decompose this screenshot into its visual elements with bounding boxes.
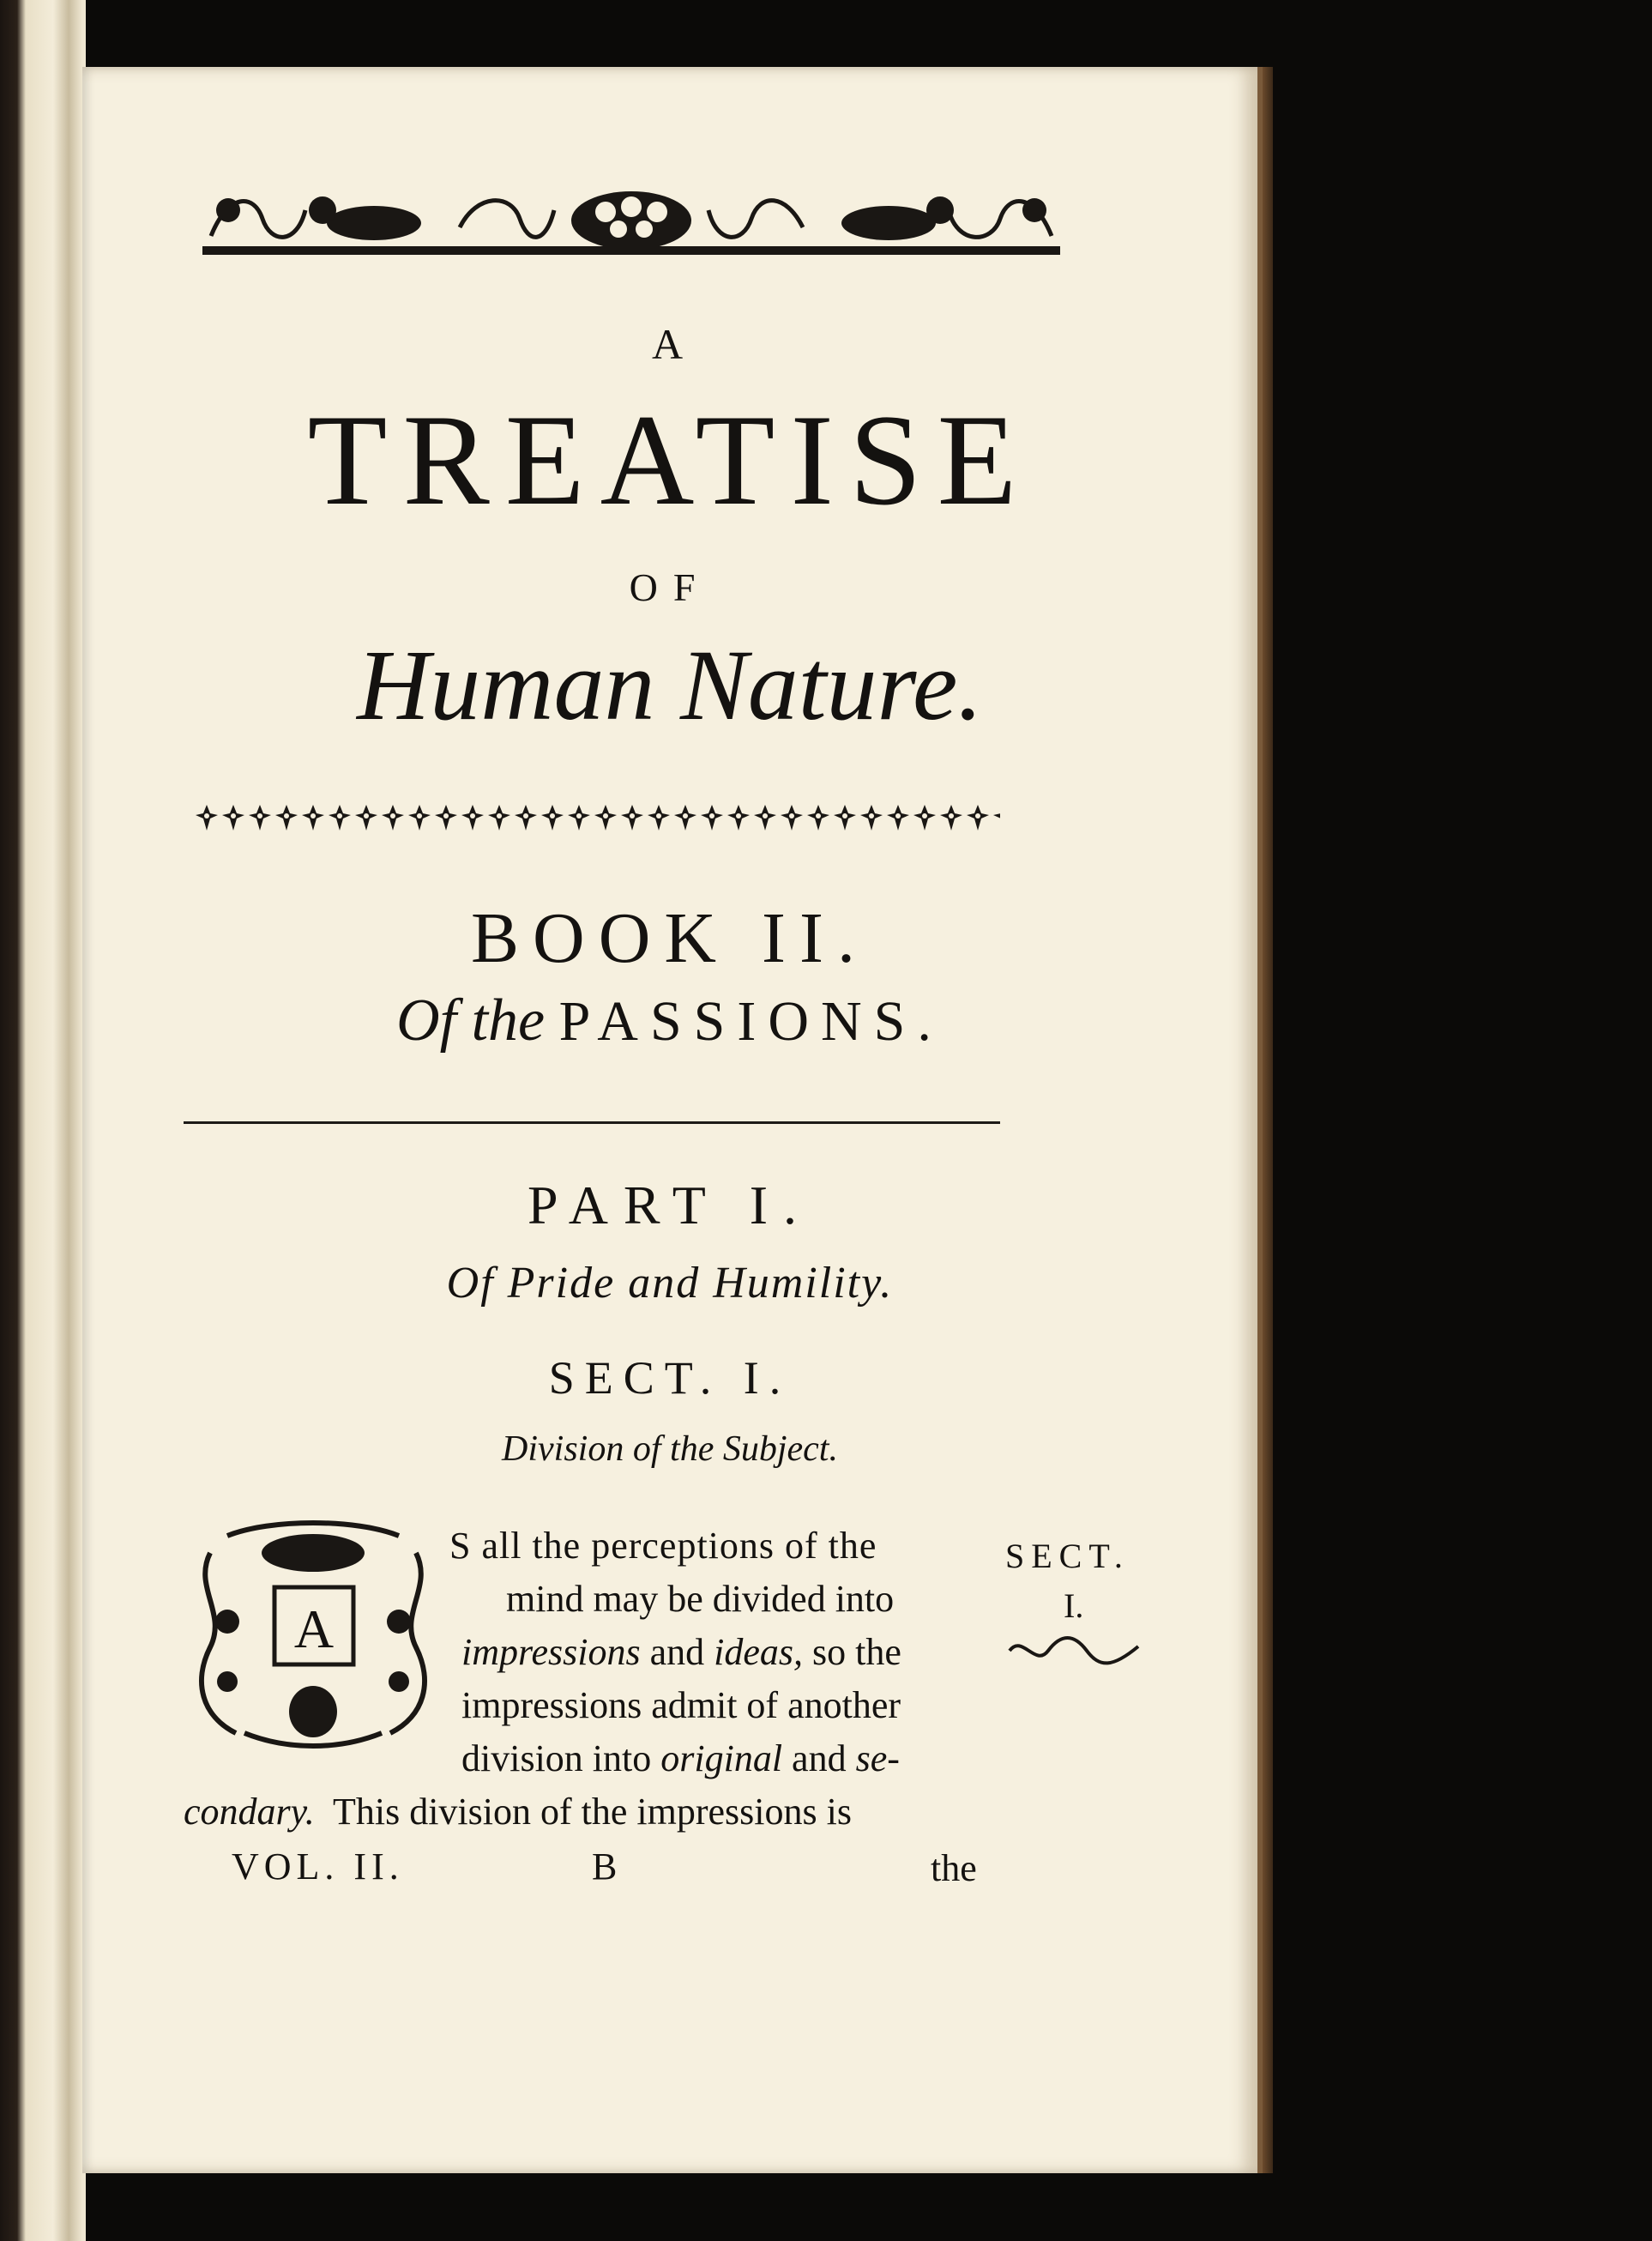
title-article: A [651,320,689,368]
gathering-signature: B [592,1845,618,1888]
volume-signature: VOL. II. [232,1845,404,1888]
section-subtitle: Division of the Subject. [502,1429,838,1469]
body-line-1: S all the perceptions of the [449,1525,877,1567]
word-division-into: division into [461,1737,661,1779]
part-subtitle: Of Pride and Humility. [446,1259,894,1308]
word-and-2: and [782,1737,856,1779]
title-subtitle: Human Nature. [357,629,983,741]
body-line-5 [461,1737,900,1780]
drop-cap-letter: A [293,1598,335,1659]
ornamental-drop-cap [193,1519,433,1750]
margin-sect-number: I. [1064,1586,1084,1625]
page-edge [1263,67,1273,2173]
word-se: se- [855,1737,900,1779]
body-line-3 [461,1630,901,1674]
margin-swash-ornament [1005,1634,1143,1668]
title-of: OF [629,565,711,609]
word-condary: condary. [184,1791,315,1833]
book-subtitle-italic: Of the [396,988,546,1054]
book-subtitle [82,987,1257,1055]
word-impressions: impressions [461,1631,641,1673]
line6-rest: This division of the impressions is [314,1791,852,1833]
body-line-2: mind may be divided into [506,1578,895,1620]
word-original: original [660,1737,783,1779]
book-heading: BOOK II. [471,898,869,978]
catchword: the [931,1847,977,1889]
body-line-4: impressions admit of another [461,1684,901,1726]
word-so-the: so the [803,1631,901,1673]
title-main: TREATISE [307,388,1033,532]
word-and: and [640,1631,714,1673]
divider-rule [184,1121,1000,1124]
margin-sect-label: SECT. [1005,1537,1130,1575]
book-subtitle-caps: PASSIONS. [558,990,944,1053]
part-heading: PART I. [527,1175,813,1235]
headpiece-ornament [202,176,1060,260]
fleuron-band [194,803,1000,832]
adjacent-page-edge [0,0,86,2241]
body-line-6 [184,1790,852,1833]
word-ideas: ideas, [714,1631,804,1673]
section-heading: SECT. I. [548,1352,792,1404]
